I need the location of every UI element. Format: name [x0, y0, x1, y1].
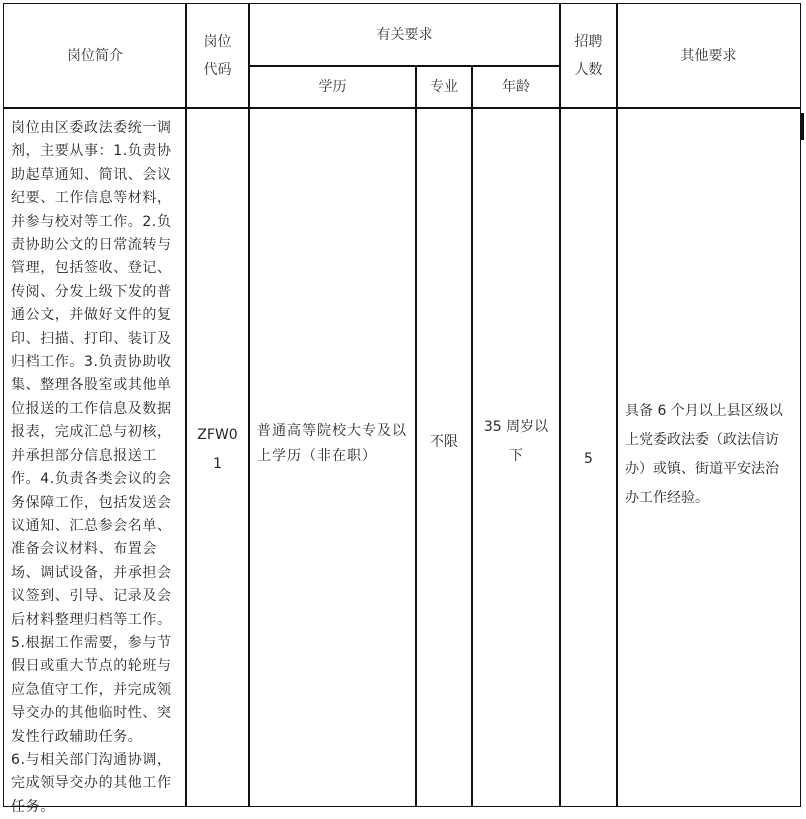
header-headcount [559, 3, 618, 109]
row-age-cell [471, 107, 561, 807]
header-other [616, 3, 801, 109]
row-other-cell [616, 107, 801, 807]
row-age: 35 周岁以下 [483, 419, 549, 464]
row-intro-cell [3, 107, 187, 815]
header-requirements-group [248, 3, 561, 67]
header-education [248, 65, 417, 109]
recruitment-table [3, 3, 801, 815]
row-education: 普通高等院校大专及以上学历（非在职） [257, 423, 407, 464]
row-headcount-cell [559, 107, 618, 807]
header-code-label: 岗位代码 [203, 34, 232, 78]
header-intro [3, 3, 187, 109]
row-headcount: 5 [584, 451, 593, 467]
header-major [415, 65, 473, 109]
header-age-label: 年龄 [502, 79, 530, 95]
row-major-cell [415, 107, 473, 807]
row-major: 不限 [430, 434, 458, 450]
header-age [471, 65, 561, 109]
header-code [185, 3, 250, 109]
row-intro-text [11, 117, 180, 819]
row-code-cell [185, 107, 250, 807]
header-headcount-label: 招聘人数 [574, 34, 603, 78]
row-other: 具备 6 个月以上县区级以上党委政法委（政法信访办）或镇、街道平安法治办工作经验。 [625, 403, 783, 506]
intro-paragraph: 岗位由区委政法委统一调剂，主要从事：1.负责协助起草通知、简讯、会议纪要、工作信息等材料，并参与校对等工作。2.负责协助公文的日常流转与管理，包括签收、登记、传阅、分发上级下发的普通公文，并做好文件的复印、扫描、打印、装订及归档工作。3.负责协助收集、整理各股室或其他单位报送的工作信息及数据报表，完成汇总与初核，并承担部分信息报送工作。4.负责各类会议的会务保障工作，包括发送会议通知、汇总参会名单、准备会议材料、布置会场、调试设备，并承担会议签到、引导、记录及会后材料整理归档等工作。5.根据工作需要，参与节假日或重大节点的轮班与应急值守工作，并完成领导交办的其他临时性、突发性行政辅助任务。 [11, 120, 172, 745]
header-intro-label: 岗位简介 [67, 48, 123, 64]
text-cursor [801, 113, 804, 140]
header-requirements-label: 有关要求 [376, 27, 433, 43]
header-major-label: 专业 [430, 79, 458, 95]
header-other-label: 其他要求 [680, 48, 737, 64]
intro-paragraph: 6.与相关部门沟通协调，完成领导交办的其他工作任务。 [11, 751, 172, 815]
header-education-label: 学历 [318, 79, 347, 95]
row-education-cell [248, 107, 417, 807]
row-code: ZFW01 [197, 427, 238, 472]
